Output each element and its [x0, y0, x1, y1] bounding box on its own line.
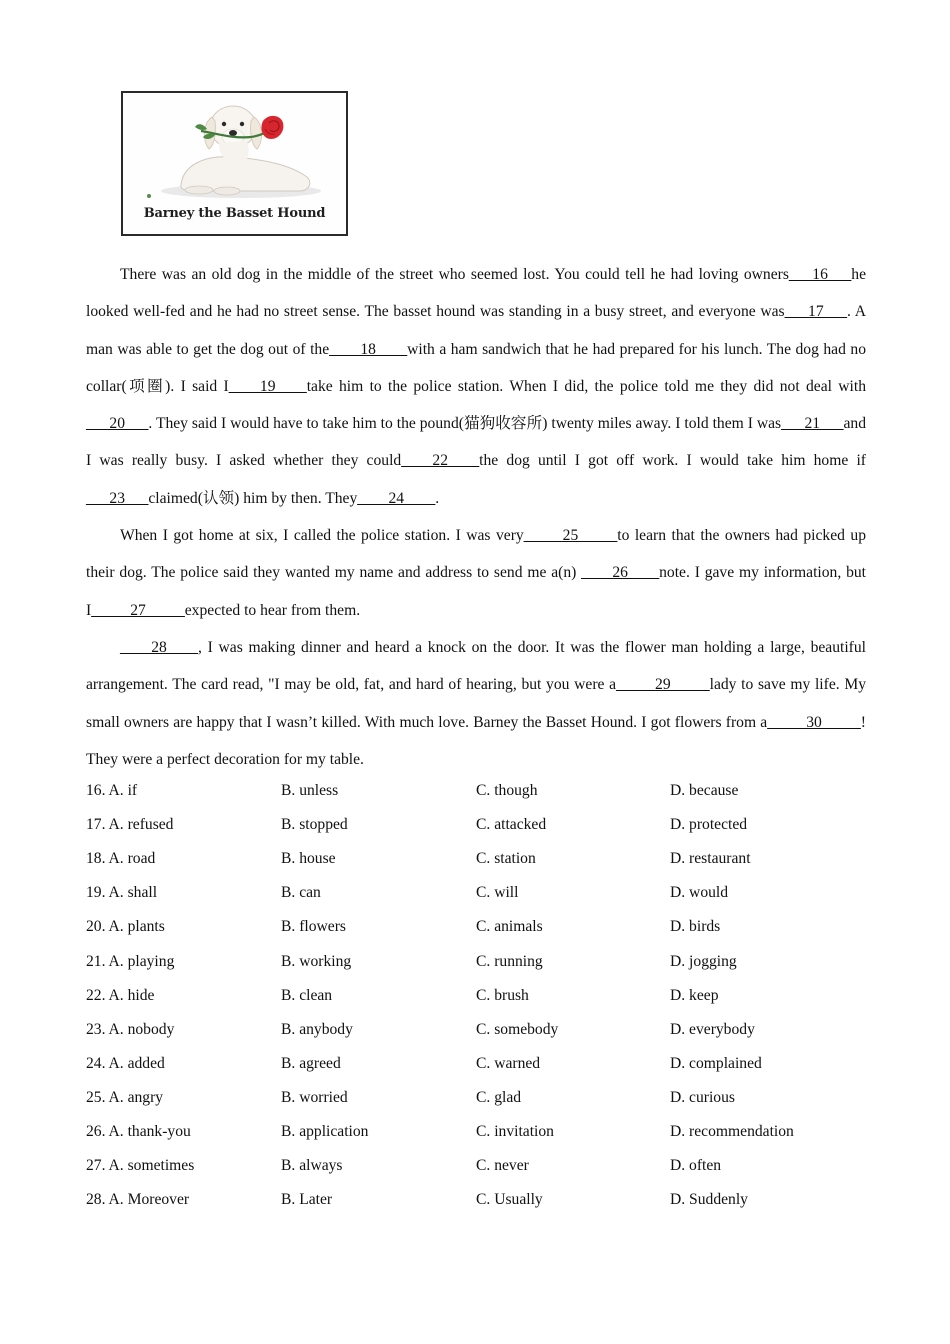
option-choice: C. never — [476, 1157, 529, 1175]
option-choice: B. Later — [281, 1191, 333, 1209]
option-choice: C. invitation — [476, 1122, 554, 1140]
option-choice: B. house — [281, 850, 336, 868]
option-row — [86, 1183, 876, 1217]
option-row — [86, 1081, 876, 1115]
cloze-passage — [86, 256, 866, 778]
passage-text: to learn that the owners had picked up their dog. The police said they wanted my name and address to send me a(n) — [86, 527, 866, 582]
option-row — [86, 808, 876, 842]
option-choice: 28. A. Moreover — [86, 1191, 190, 1209]
passage-text: note. I gave my information, but I — [86, 564, 866, 619]
option-choice: B. flowers — [281, 918, 346, 936]
option-choice: B. clean — [281, 986, 333, 1004]
option-row — [86, 910, 876, 944]
passage-text: , I was making dinner and heard a knock on the door. It was the flower man holding a large, beautiful arrangement. The card read, "I may be old, fat, and hard of hearing, but you were a — [86, 638, 866, 694]
option-choice: 27. A. sometimes — [86, 1157, 195, 1175]
answer-blank: ___17___ — [784, 303, 847, 321]
answer-blank: ___23___ — [86, 489, 149, 507]
option-row — [86, 944, 876, 978]
option-choice: B. working — [281, 952, 352, 970]
option-choice: 20. A. plants — [86, 918, 165, 936]
option-choice: 23. A. nobody — [86, 1020, 175, 1038]
option-choice: C. running — [476, 952, 543, 970]
answer-blank: ____24____ — [357, 489, 436, 507]
option-row — [86, 774, 876, 808]
option-choice: 25. A. angry — [86, 1088, 164, 1106]
option-choice: D. often — [670, 1157, 722, 1175]
option-row — [86, 1149, 876, 1183]
passage-paragraph — [86, 256, 866, 517]
answer-blank: _____27_____ — [91, 601, 185, 619]
option-choice: C. attacked — [476, 816, 547, 834]
option-choice: 26. A. thank-you — [86, 1122, 191, 1140]
passage-text: . They said I would have to take him to the pound(猫狗收容所) twenty miles away. I told them I was — [148, 415, 782, 433]
option-choice: 18. A. road — [86, 850, 156, 868]
option-choice: C. warned — [476, 1054, 541, 1072]
option-choice: B. unless — [281, 782, 339, 800]
option-choice: C. glad — [476, 1088, 522, 1106]
answer-options — [86, 774, 876, 1217]
passage-text: the dog until I got off work. I would take him home if — [479, 452, 866, 470]
option-choice: B. can — [281, 884, 321, 902]
option-choice: D. everybody — [670, 1020, 755, 1038]
option-choice: B. worried — [281, 1088, 348, 1106]
passage-text: . A man was able to get the dog out of the — [86, 303, 866, 358]
option-choice: 22. A. hide — [86, 986, 155, 1004]
option-choice: 24. A. added — [86, 1054, 165, 1072]
passage-text: When I got home at six, I called the police station. I was very — [120, 527, 524, 545]
option-choice: D. birds — [670, 918, 721, 936]
option-row — [86, 1047, 876, 1081]
option-row — [86, 876, 876, 910]
passage-text: . — [435, 489, 440, 507]
passage-text: he looked well-fed and he had no street sense. The basset hound was standing in a busy street, and everyone was — [86, 266, 866, 321]
option-choice: D. protected — [670, 816, 748, 834]
option-row — [86, 1013, 876, 1047]
option-choice: B. application — [281, 1122, 369, 1140]
option-choice: 17. A. refused — [86, 816, 174, 834]
passage-text: and I was really busy. I asked whether they could — [86, 415, 866, 470]
answer-blank: _____29_____ — [616, 676, 710, 694]
option-choice: D. would — [670, 884, 729, 902]
option-choice: B. stopped — [281, 816, 348, 834]
option-row — [86, 842, 876, 876]
answer-blank: ____22____ — [401, 452, 480, 470]
option-choice: D. recommendation — [670, 1122, 794, 1140]
option-choice: C. animals — [476, 918, 543, 936]
passage-text: ! They were a perfect decoration for my table. — [86, 713, 866, 768]
answer-blank: ___20___ — [86, 415, 149, 433]
option-choice: D. because — [670, 782, 739, 800]
passage-text: expected to hear from them. — [184, 601, 361, 619]
option-choice: 19. A. shall — [86, 884, 158, 902]
figure-frame — [121, 91, 348, 236]
passage-text: There was an old dog in the middle of the street who seemed lost. You could tell he had loving owners — [120, 266, 789, 283]
option-choice: D. jogging — [670, 952, 737, 970]
option-choice: D. restaurant — [670, 850, 751, 868]
answer-blank: ___16___ — [788, 266, 852, 283]
option-row — [86, 1115, 876, 1149]
option-choice: B. always — [281, 1157, 343, 1175]
option-choice: D. complained — [670, 1054, 762, 1072]
answer-blank: _____25_____ — [523, 527, 618, 545]
passage-text: with a ham sandwich that he had prepared for his lunch. The dog had no collar(项圈). I said I — [86, 340, 866, 395]
answer-blank: ____19____ — [228, 377, 307, 395]
passage-text: lady to save my life. My small owners are happy that I wasn’t killed. With much love. Barney the Basset Hound. I got flowers from a — [86, 676, 866, 731]
option-choice: D. keep — [670, 986, 719, 1004]
passage-paragraph — [86, 517, 866, 629]
red-rose-icon — [261, 116, 283, 139]
answer-blank: ___21___ — [781, 415, 844, 433]
option-choice: B. agreed — [281, 1054, 341, 1072]
passage-text: take him to the police station. When I did, the police told me they did not deal with — [306, 377, 866, 395]
answer-blank: ____18____ — [329, 340, 408, 358]
answer-blank: ____26____ — [581, 564, 660, 582]
option-choice: D. Suddenly — [670, 1191, 748, 1209]
option-choice: 21. A. playing — [86, 952, 175, 970]
passage-paragraph — [86, 629, 866, 778]
option-choice: B. anybody — [281, 1020, 353, 1038]
option-choice: D. curious — [670, 1088, 735, 1106]
option-choice: C. Usually — [476, 1191, 543, 1209]
option-choice: 16. A. if — [86, 782, 138, 800]
answer-blank: _____30_____ — [767, 713, 861, 731]
option-choice: C. will — [476, 884, 519, 902]
option-choice: C. brush — [476, 986, 529, 1004]
figure-caption: Barney the Basset Hound — [143, 206, 326, 221]
passage-text: claimed(认领) him by then. They — [148, 489, 358, 507]
option-choice: C. somebody — [476, 1020, 559, 1038]
option-choice: C. though — [476, 782, 538, 800]
option-row — [86, 979, 876, 1013]
answer-blank: ____28____ — [120, 638, 198, 656]
option-choice: C. station — [476, 850, 536, 868]
